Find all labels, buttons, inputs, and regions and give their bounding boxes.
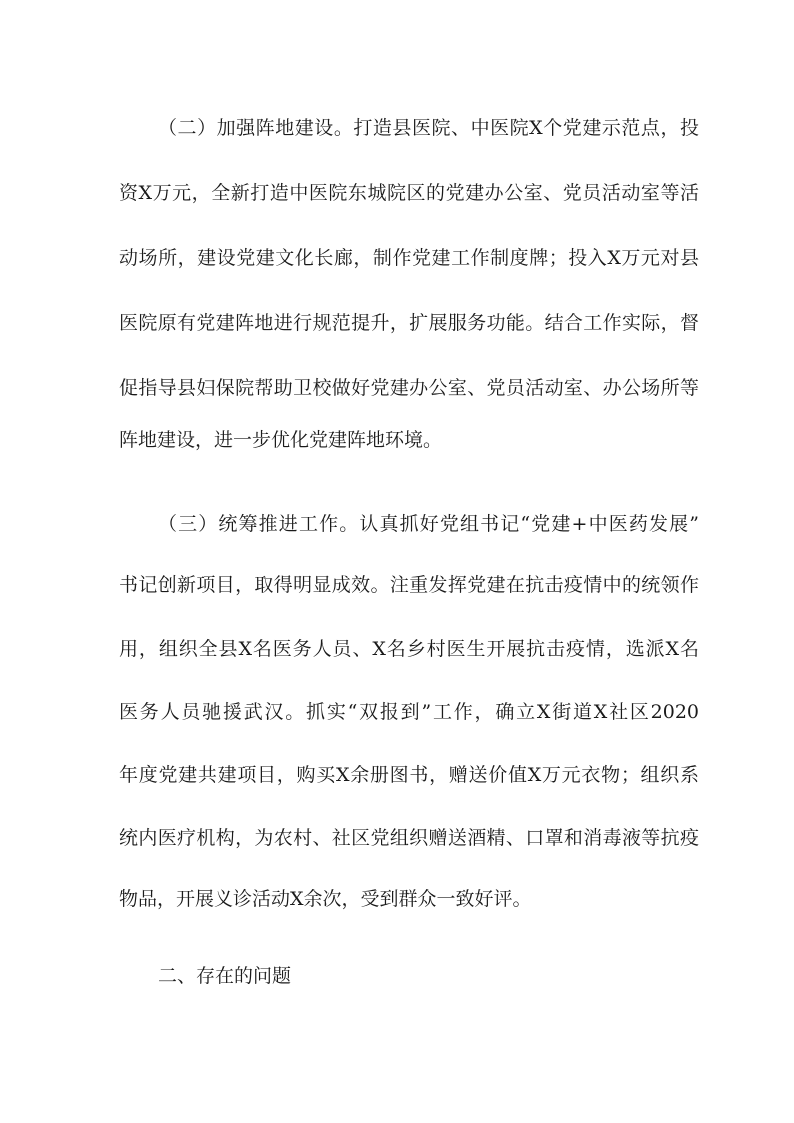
paragraph-line: 动场所，建设党建文化长廊，制作党建工作制度牌；投入X万元对县 [119, 247, 699, 269]
paragraph-line: 医务人员驰援武汉。抓实“双报到”工作，确立X街道X社区2020 [119, 701, 699, 723]
paragraph-line: 医院原有党建阵地进行规范提升，扩展服务功能。结合工作实际，督 [119, 312, 699, 334]
paragraph-line: 书记创新项目，取得明显成效。注重发挥党建在抗击疫情中的统领作 [119, 574, 699, 596]
section-heading: 二、存在的问题 [158, 965, 292, 987]
paragraph-line: （三）统筹推进工作。认真抓好党组书记“党建+中医药发展” [158, 513, 699, 535]
paragraph-line: 物品，开展义诊活动X余次，受到群众一致好评。 [119, 888, 532, 910]
paragraph-line: （二）加强阵地建设。打造县医院、中医院X个党建示范点，投 [158, 117, 699, 139]
paragraph-line: 促指导县妇保院帮助卫校做好党建办公室、党员活动室、办公场所等 [119, 377, 699, 399]
paragraph-line: 资X万元，全新打造中医院东城院区的党建办公室、党员活动室等活 [119, 182, 699, 204]
paragraph-line: 年度党建共建项目，购买X余册图书，赠送价值X万元衣物；组织系 [119, 764, 699, 786]
paragraph-line: 用，组织全县X名医务人员、X名乡村医生开展抗击疫情，选派X名 [119, 638, 699, 660]
paragraph-line: 阵地建设，进一步优化党建阵地环境。 [119, 429, 443, 451]
paragraph-line: 统内医疗机构，为农村、社区党组织赠送酒精、口罩和消毒液等抗疫 [119, 827, 699, 849]
